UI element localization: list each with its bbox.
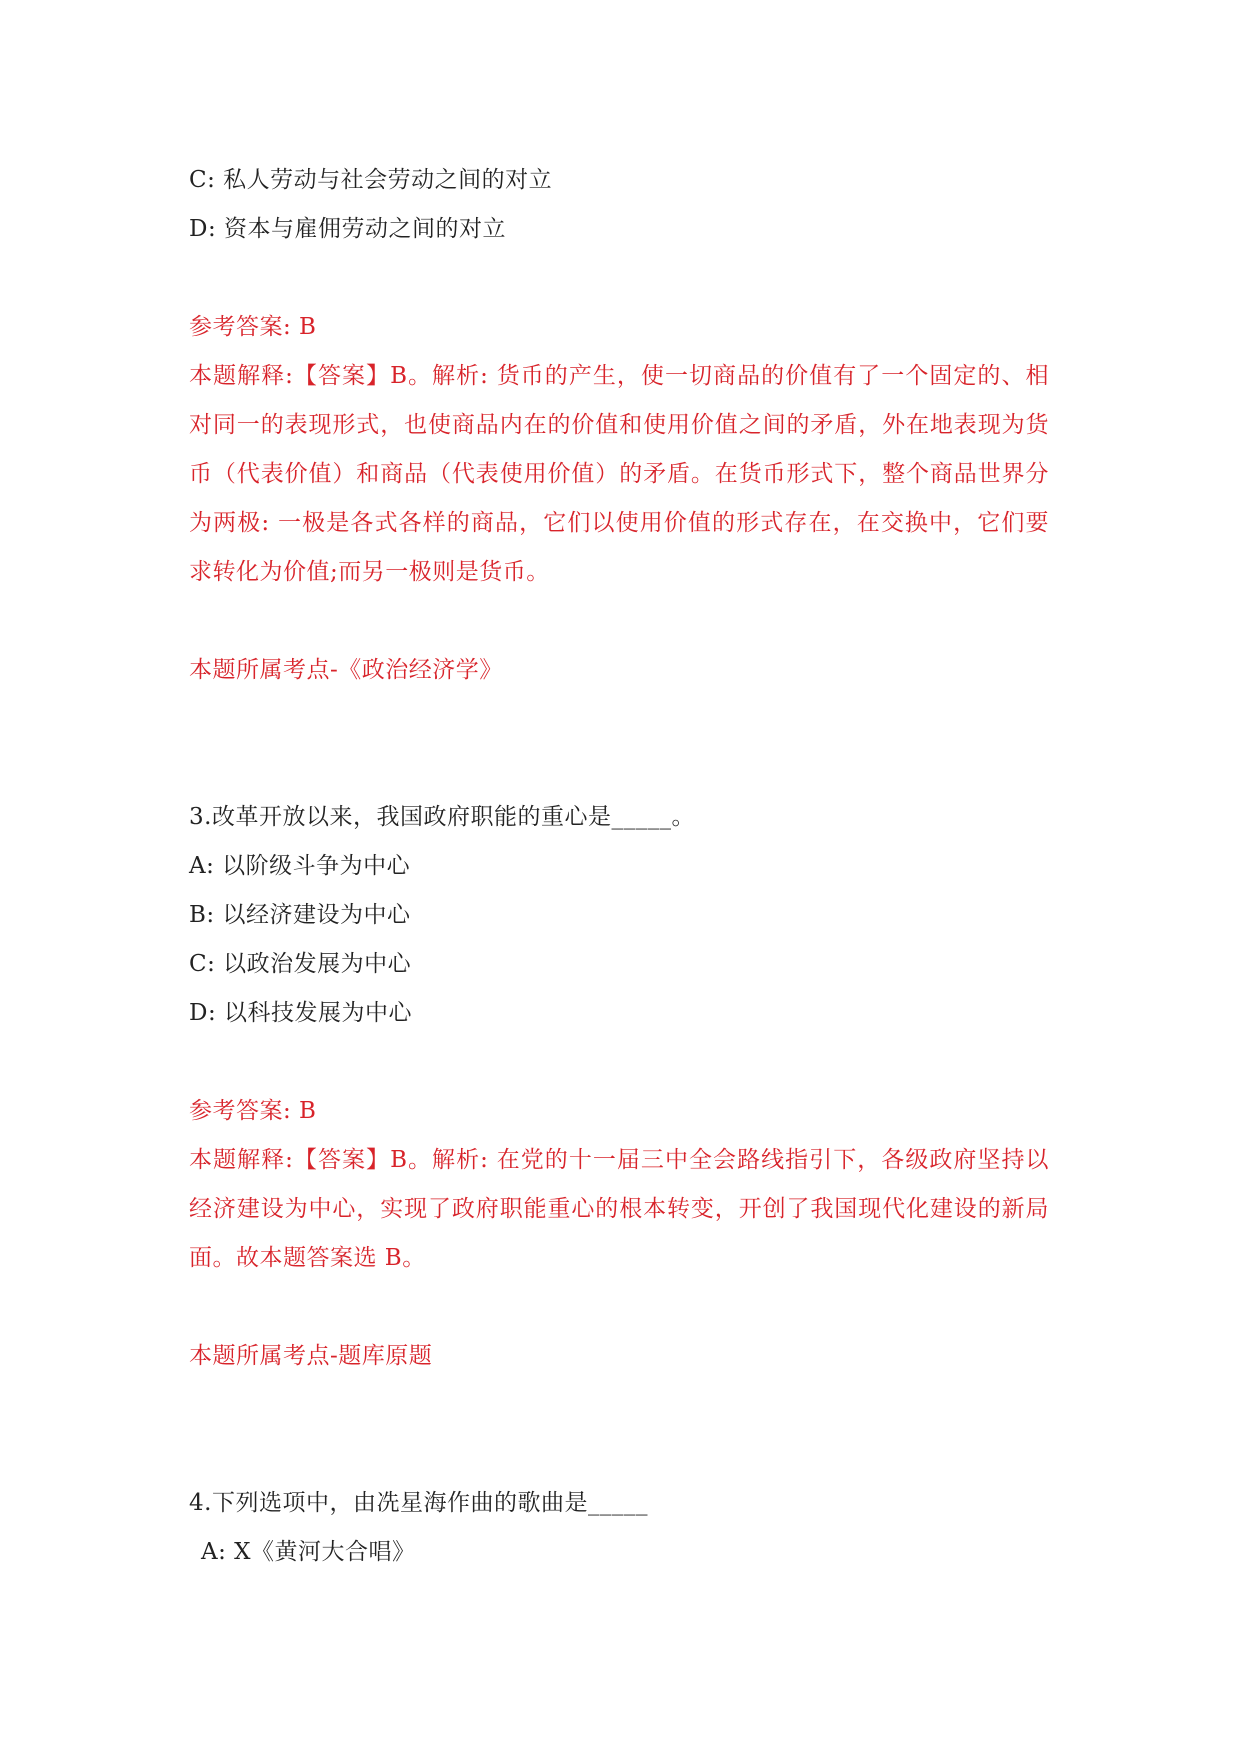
question-3-topic: 本题所属考点-题库原题 <box>189 1343 433 1369</box>
question-4-option-a: A: X《黄河大合唱》 <box>201 1539 416 1565</box>
question-4-text: 4.下列选项中，由冼星海作曲的歌曲是_____ <box>189 1490 648 1516</box>
question-4-block <box>189 1479 1049 1577</box>
question-2-topic: 本题所属考点-《政治经济学》 <box>189 657 503 683</box>
question-3-option-d: D: 以科技发展为中心 <box>189 1000 413 1026</box>
question-3-option-a: A: 以阶级斗争为中心 <box>189 853 411 879</box>
question-2-explanation: 本题解释:【答案】B。解析: 货币的产生，使一切商品的价值有了一个固定的、相对同一的表现形式，也使商品内在的价值和使用价值之间的矛盾，外在地表现为货币（代表价值）和商品（代表使用价值）的矛盾。在货币形式下，整个商品世界分为两极: 一极是各式各样的商品，它们以使用价值的形式存在，在交换中，它们要求转化为价值;而另一极则是货币。 <box>189 363 1049 585</box>
question-3-text: 3.改革开放以来，我国政府职能的重心是_____。 <box>189 804 695 830</box>
question-3-option-b: B: 以经济建设为中心 <box>189 902 411 928</box>
question-2-block <box>189 156 1049 695</box>
question-3-option-c: C: 以政治发展为中心 <box>189 951 412 977</box>
question-3-block <box>189 793 1049 1381</box>
question-3-answer: 参考答案: B <box>189 1098 317 1124</box>
question-2-option-d: D: 资本与雇佣劳动之间的对立 <box>189 216 507 242</box>
question-2-option-c: C: 私人劳动与社会劳动之间的对立 <box>189 167 553 193</box>
question-2-answer: 参考答案: B <box>189 314 317 340</box>
document-content <box>189 156 1049 1577</box>
question-3-explanation: 本题解释:【答案】B。解析: 在党的十一届三中全会路线指引下，各级政府坚持以经济建设为中心，实现了政府职能重心的根本转变，开创了我国现代化建设的新局面。故本题答案选 B。 <box>189 1147 1049 1271</box>
